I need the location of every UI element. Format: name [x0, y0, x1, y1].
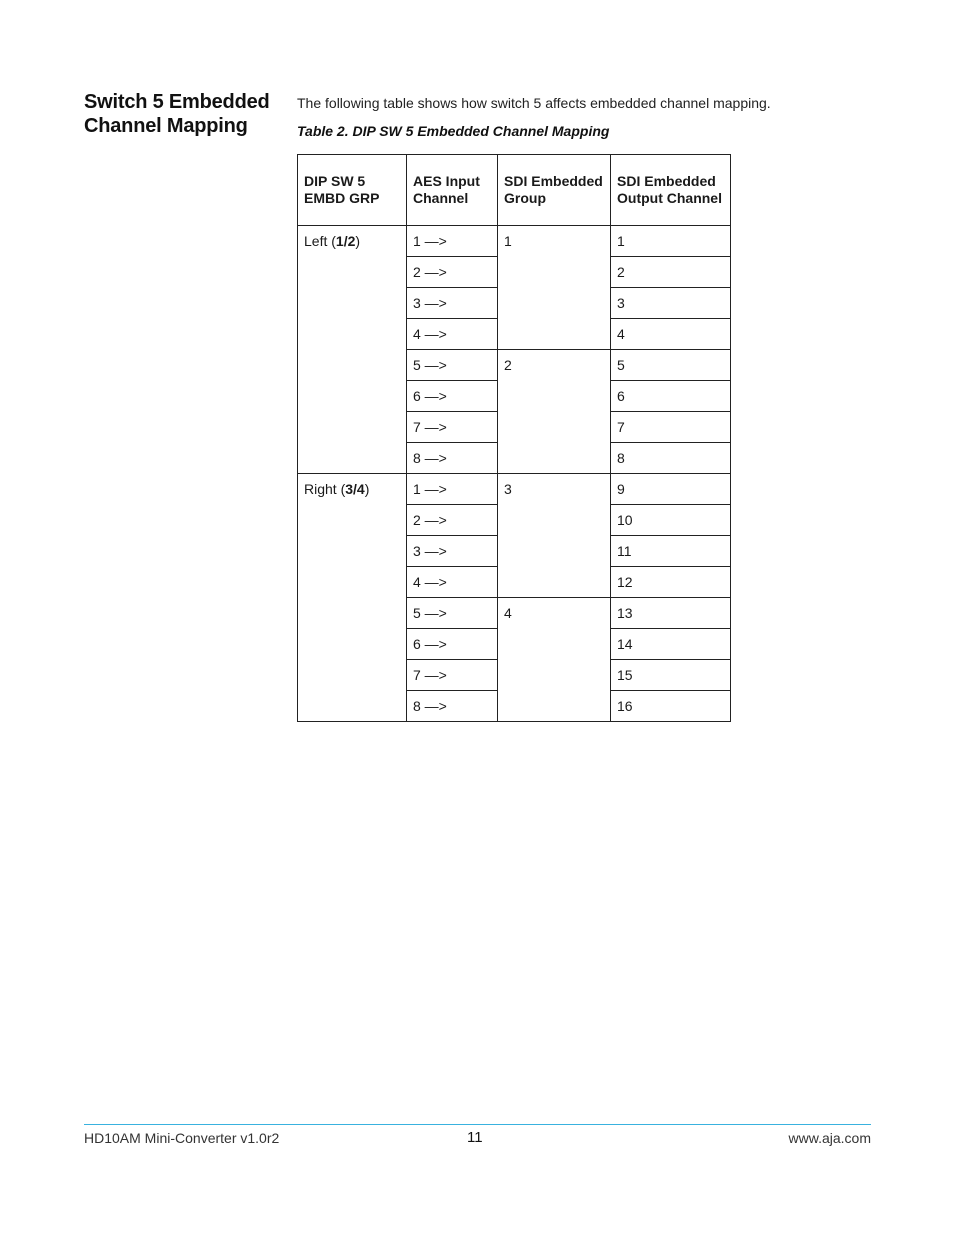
sdi-output-cell: 10 [611, 505, 731, 536]
sdi-output-cell: 12 [611, 567, 731, 598]
table-row [298, 226, 731, 257]
footer-website: www.aja.com [788, 1130, 871, 1146]
sdi-output-cell: 16 [611, 691, 731, 722]
switch-group-label: Left ( [304, 233, 336, 249]
aes-input-cell: 5 —> [407, 598, 498, 629]
sdi-group-cell: 3 [498, 474, 611, 598]
sdi-output-cell: 5 [611, 350, 731, 381]
section-title-line-2: Channel Mapping [84, 115, 248, 137]
header-dip-sw: DIP SW 5 EMBD GRP [298, 155, 407, 226]
sdi-output-cell: 7 [611, 412, 731, 443]
aes-input-cell: 8 —> [407, 443, 498, 474]
switch-group-cell [298, 474, 407, 722]
aes-input-cell: 6 —> [407, 381, 498, 412]
aes-input-cell: 1 —> [407, 474, 498, 505]
switch-group-label-end: ) [364, 481, 370, 497]
footer-rule [84, 1124, 871, 1125]
table-row [298, 474, 731, 505]
table-body [298, 226, 731, 722]
table-header-row [298, 155, 731, 226]
sdi-output-cell: 13 [611, 598, 731, 629]
table-caption: Table 2. DIP SW 5 Embedded Channel Mapping [297, 123, 610, 139]
aes-input-cell: 3 —> [407, 536, 498, 567]
aes-input-cell: 2 —> [407, 505, 498, 536]
section-title-line-1: Switch 5 Embedded [84, 91, 270, 113]
aes-input-cell: 7 —> [407, 660, 498, 691]
sdi-group-cell: 1 [498, 226, 611, 350]
header-aes-input: AES Input Channel [407, 155, 498, 226]
sdi-output-cell: 3 [611, 288, 731, 319]
aes-input-cell: 7 —> [407, 412, 498, 443]
sdi-group-cell: 4 [498, 598, 611, 722]
aes-input-cell: 8 —> [407, 691, 498, 722]
aes-input-cell: 5 —> [407, 350, 498, 381]
channel-mapping-table [297, 154, 731, 722]
aes-input-cell: 3 —> [407, 288, 498, 319]
section-title [84, 90, 289, 138]
switch-group-cell [298, 226, 407, 474]
sdi-output-cell: 1 [611, 226, 731, 257]
sdi-output-cell: 8 [611, 443, 731, 474]
sdi-output-cell: 9 [611, 474, 731, 505]
aes-input-cell: 2 —> [407, 257, 498, 288]
switch-group-label: Right ( [304, 481, 346, 497]
sdi-output-cell: 2 [611, 257, 731, 288]
aes-input-cell: 4 —> [407, 319, 498, 350]
header-sdi-output: SDI Embedded Output Channel [611, 155, 731, 226]
sdi-output-cell: 14 [611, 629, 731, 660]
aes-input-cell: 6 —> [407, 629, 498, 660]
sdi-output-cell: 4 [611, 319, 731, 350]
sdi-output-cell: 11 [611, 536, 731, 567]
switch-group-label-end: ) [355, 233, 361, 249]
switch-group-channels: 3/4 [345, 481, 365, 497]
sdi-group-cell: 2 [498, 350, 611, 474]
sdi-output-cell: 6 [611, 381, 731, 412]
aes-input-cell: 1 —> [407, 226, 498, 257]
sdi-output-cell: 15 [611, 660, 731, 691]
footer-document-title: HD10AM Mini-Converter v1.0r2 [84, 1130, 280, 1146]
header-sdi-group: SDI Embedded Group [498, 155, 611, 226]
aes-input-cell: 4 —> [407, 567, 498, 598]
intro-paragraph: The following table shows how switch 5 affects embedded channel mapping. [297, 95, 771, 111]
page-number: 11 [467, 1129, 483, 1146]
switch-group-channels: 1/2 [335, 233, 356, 249]
